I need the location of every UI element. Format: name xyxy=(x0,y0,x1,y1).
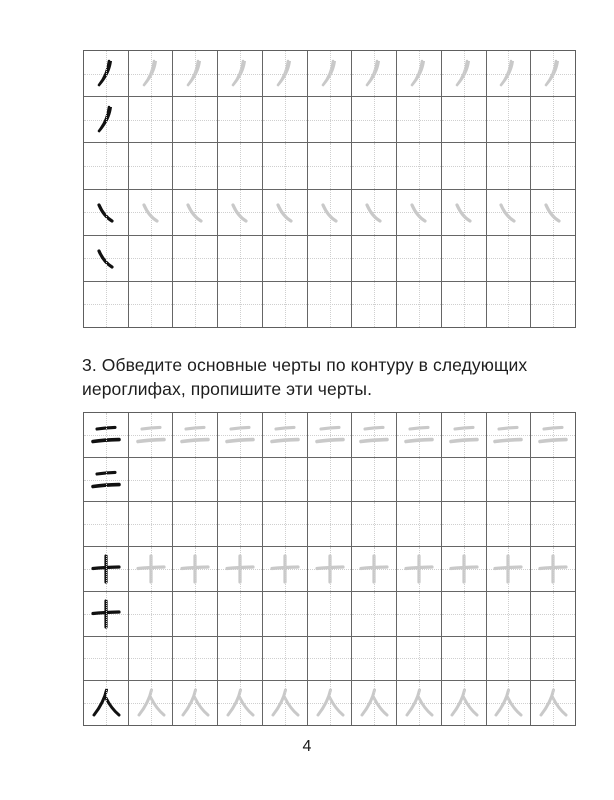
grid-cell[interactable] xyxy=(352,143,397,188)
grid-cell[interactable] xyxy=(352,502,397,546)
grid-cell[interactable] xyxy=(531,592,575,636)
grid-cell[interactable] xyxy=(84,637,129,681)
grid-cell[interactable] xyxy=(263,637,308,681)
character-shi-ten-trace xyxy=(218,547,262,591)
grid-cell[interactable] xyxy=(487,190,532,235)
character-shi-ten-trace xyxy=(487,547,531,591)
grid-cell[interactable] xyxy=(487,547,532,591)
pie-stroke-model xyxy=(84,51,128,96)
grid-cell[interactable] xyxy=(531,413,575,457)
grid-cell[interactable] xyxy=(352,637,397,681)
grid-cell[interactable] xyxy=(352,592,397,636)
character-er-two-trace xyxy=(397,413,441,457)
grid-cell[interactable] xyxy=(308,681,353,725)
grid-cell[interactable] xyxy=(397,282,442,327)
grid-cell[interactable] xyxy=(308,592,353,636)
grid-cell[interactable] xyxy=(531,51,575,96)
grid-cell[interactable] xyxy=(84,236,129,281)
character-shi-ten-trace xyxy=(173,547,217,591)
dian-stroke-model xyxy=(84,236,128,281)
grid-row xyxy=(84,458,575,503)
grid-cell[interactable] xyxy=(218,413,263,457)
grid-cell[interactable] xyxy=(397,413,442,457)
grid-cell[interactable] xyxy=(397,51,442,96)
character-shi-ten-trace xyxy=(129,547,173,591)
grid-cell[interactable] xyxy=(397,190,442,235)
grid-cell[interactable] xyxy=(397,143,442,188)
pie-stroke-trace xyxy=(308,51,352,96)
grid-cell[interactable] xyxy=(263,458,308,502)
grid-cell[interactable] xyxy=(531,97,575,142)
grid-row xyxy=(84,681,575,725)
grid-cell[interactable] xyxy=(218,547,263,591)
grid-cell[interactable] xyxy=(129,592,174,636)
grid-cell[interactable] xyxy=(442,502,487,546)
grid-cell[interactable] xyxy=(84,413,129,457)
pie-stroke-trace xyxy=(173,51,217,96)
grid-cell[interactable] xyxy=(308,502,353,546)
grid-cell[interactable] xyxy=(397,547,442,591)
grid-cell[interactable] xyxy=(84,190,129,235)
pie-stroke-trace xyxy=(129,51,173,96)
grid-cell[interactable] xyxy=(308,282,353,327)
character-er-two-model xyxy=(84,458,128,502)
grid-cell[interactable] xyxy=(487,502,532,546)
dian-stroke-trace xyxy=(487,190,531,235)
grid-cell[interactable] xyxy=(442,547,487,591)
grid-cell[interactable] xyxy=(487,282,532,327)
grid-cell[interactable] xyxy=(173,413,218,457)
grid-cell[interactable] xyxy=(397,502,442,546)
dian-stroke-trace xyxy=(397,190,441,235)
character-ren-person-trace xyxy=(352,681,396,725)
instruction-line-2: иероглифах, пропишите эти черты. xyxy=(82,378,373,399)
grid-cell[interactable] xyxy=(352,458,397,502)
grid-cell[interactable] xyxy=(218,592,263,636)
grid-cell[interactable] xyxy=(487,413,532,457)
grid-cell[interactable] xyxy=(308,97,353,142)
grid-cell[interactable] xyxy=(84,97,129,142)
grid-cell[interactable] xyxy=(308,236,353,281)
grid-cell[interactable] xyxy=(397,637,442,681)
grid-cell[interactable] xyxy=(84,143,129,188)
grid-cell[interactable] xyxy=(308,190,353,235)
grid-cell[interactable] xyxy=(84,547,129,591)
grid-cell[interactable] xyxy=(531,502,575,546)
grid-cell[interactable] xyxy=(352,51,397,96)
grid-row xyxy=(84,502,575,547)
instruction-text xyxy=(82,354,582,401)
grid-cell[interactable] xyxy=(129,51,174,96)
character-ren-person-trace xyxy=(129,681,173,725)
dian-stroke-trace xyxy=(442,190,486,235)
grid-cell[interactable] xyxy=(263,282,308,327)
grid-cell[interactable] xyxy=(129,681,174,725)
character-er-two-trace xyxy=(487,413,531,457)
character-practice-grid xyxy=(83,412,576,726)
grid-cell[interactable] xyxy=(218,143,263,188)
grid-cell[interactable] xyxy=(129,190,174,235)
grid-cell[interactable] xyxy=(487,458,532,502)
grid-rows xyxy=(84,51,575,327)
dian-stroke-trace xyxy=(531,190,575,235)
grid-cell[interactable] xyxy=(308,547,353,591)
grid-cell[interactable] xyxy=(263,413,308,457)
dian-stroke-trace xyxy=(129,190,173,235)
character-shi-ten-trace xyxy=(352,547,396,591)
grid-cell[interactable] xyxy=(442,143,487,188)
grid-cell[interactable] xyxy=(442,413,487,457)
character-er-two-trace xyxy=(308,413,352,457)
dian-stroke-trace xyxy=(352,190,396,235)
pie-stroke-trace xyxy=(487,51,531,96)
character-er-two-trace xyxy=(531,413,575,457)
grid-cell[interactable] xyxy=(263,190,308,235)
grid-cell[interactable] xyxy=(173,236,218,281)
grid-cell[interactable] xyxy=(263,51,308,96)
grid-cell[interactable] xyxy=(397,97,442,142)
instruction-line-1: 3. Обведите основные черты по контуру в следующих xyxy=(82,355,528,375)
grid-cell[interactable] xyxy=(442,282,487,327)
grid-cell[interactable] xyxy=(442,681,487,725)
character-shi-ten-trace xyxy=(263,547,307,591)
pie-stroke-model xyxy=(84,97,128,142)
grid-cell[interactable] xyxy=(129,458,174,502)
character-er-two-trace xyxy=(129,413,173,457)
grid-row xyxy=(84,51,575,97)
grid-cell[interactable] xyxy=(487,51,532,96)
grid-cell[interactable] xyxy=(129,282,174,327)
grid-cell[interactable] xyxy=(397,236,442,281)
pie-stroke-trace xyxy=(442,51,486,96)
grid-cell[interactable] xyxy=(84,592,129,636)
grid-cell[interactable] xyxy=(218,458,263,502)
grid-cell[interactable] xyxy=(129,637,174,681)
grid-cell[interactable] xyxy=(173,282,218,327)
grid-cell[interactable] xyxy=(352,282,397,327)
dian-stroke-trace xyxy=(218,190,262,235)
character-ren-person-trace xyxy=(218,681,262,725)
grid-cell[interactable] xyxy=(129,413,174,457)
character-ren-person-trace xyxy=(397,681,441,725)
grid-row xyxy=(84,190,575,236)
grid-row xyxy=(84,413,575,458)
grid-cell[interactable] xyxy=(173,547,218,591)
grid-cell[interactable] xyxy=(173,637,218,681)
grid-cell[interactable] xyxy=(442,190,487,235)
stroke-practice-grid xyxy=(83,50,576,328)
grid-cell[interactable] xyxy=(352,97,397,142)
character-ren-person-trace xyxy=(173,681,217,725)
grid-cell[interactable] xyxy=(442,236,487,281)
grid-cell[interactable] xyxy=(84,681,129,725)
grid-cell[interactable] xyxy=(531,143,575,188)
grid-cell[interactable] xyxy=(352,547,397,591)
grid-cell[interactable] xyxy=(218,681,263,725)
grid-cell[interactable] xyxy=(84,502,129,546)
pie-stroke-trace xyxy=(352,51,396,96)
grid-cell[interactable] xyxy=(84,282,129,327)
grid-cell[interactable] xyxy=(129,143,174,188)
grid-cell[interactable] xyxy=(173,592,218,636)
grid-cell[interactable] xyxy=(531,637,575,681)
grid-cell[interactable] xyxy=(531,681,575,725)
grid-row xyxy=(84,637,575,682)
character-er-two-trace xyxy=(218,413,262,457)
grid-cell[interactable] xyxy=(487,637,532,681)
grid-cell[interactable] xyxy=(218,190,263,235)
grid-cell[interactable] xyxy=(263,592,308,636)
character-shi-ten-trace xyxy=(308,547,352,591)
grid-row xyxy=(84,236,575,282)
grid-cell[interactable] xyxy=(487,681,532,725)
grid-cell[interactable] xyxy=(442,97,487,142)
grid-cell[interactable] xyxy=(218,51,263,96)
grid-cell[interactable] xyxy=(218,282,263,327)
grid-row xyxy=(84,143,575,189)
character-ren-person-model xyxy=(84,681,128,725)
grid-rows xyxy=(84,413,575,725)
grid-cell[interactable] xyxy=(218,637,263,681)
pie-stroke-trace xyxy=(263,51,307,96)
character-shi-ten-model xyxy=(84,592,128,636)
grid-cell[interactable] xyxy=(308,143,353,188)
grid-cell[interactable] xyxy=(173,502,218,546)
pie-stroke-trace xyxy=(531,51,575,96)
grid-cell[interactable] xyxy=(173,190,218,235)
grid-cell[interactable] xyxy=(173,681,218,725)
grid-cell[interactable] xyxy=(308,51,353,96)
character-ren-person-trace xyxy=(487,681,531,725)
grid-cell[interactable] xyxy=(487,592,532,636)
character-er-two-trace xyxy=(173,413,217,457)
grid-row xyxy=(84,97,575,143)
grid-cell[interactable] xyxy=(442,637,487,681)
grid-cell[interactable] xyxy=(173,51,218,96)
character-ren-person-trace xyxy=(531,681,575,725)
grid-cell[interactable] xyxy=(129,97,174,142)
page-number: 4 xyxy=(302,738,312,755)
character-shi-ten-trace xyxy=(397,547,441,591)
grid-cell[interactable] xyxy=(487,97,532,142)
grid-cell[interactable] xyxy=(352,681,397,725)
grid-cell[interactable] xyxy=(442,51,487,96)
dian-stroke-trace xyxy=(173,190,217,235)
grid-cell[interactable] xyxy=(129,236,174,281)
dian-stroke-trace xyxy=(308,190,352,235)
character-ren-person-trace xyxy=(308,681,352,725)
dian-stroke-trace xyxy=(263,190,307,235)
grid-cell[interactable] xyxy=(397,681,442,725)
character-shi-ten-trace xyxy=(531,547,575,591)
pie-stroke-trace xyxy=(218,51,262,96)
grid-cell[interactable] xyxy=(308,413,353,457)
grid-cell[interactable] xyxy=(84,51,129,96)
character-er-two-trace xyxy=(442,413,486,457)
grid-cell[interactable] xyxy=(531,547,575,591)
grid-cell[interactable] xyxy=(129,502,174,546)
grid-cell[interactable] xyxy=(352,236,397,281)
grid-cell[interactable] xyxy=(397,592,442,636)
character-ren-person-trace xyxy=(442,681,486,725)
grid-cell[interactable] xyxy=(531,282,575,327)
grid-cell[interactable] xyxy=(442,592,487,636)
grid-cell[interactable] xyxy=(218,97,263,142)
character-ren-person-trace xyxy=(263,681,307,725)
grid-cell[interactable] xyxy=(173,97,218,142)
grid-cell[interactable] xyxy=(129,547,174,591)
grid-cell[interactable] xyxy=(173,143,218,188)
grid-cell[interactable] xyxy=(531,458,575,502)
grid-cell[interactable] xyxy=(263,236,308,281)
character-shi-ten-model xyxy=(84,547,128,591)
grid-cell[interactable] xyxy=(263,547,308,591)
grid-cell[interactable] xyxy=(487,236,532,281)
dian-stroke-model xyxy=(84,190,128,235)
grid-cell[interactable] xyxy=(263,681,308,725)
pie-stroke-trace xyxy=(397,51,441,96)
grid-cell[interactable] xyxy=(531,236,575,281)
grid-cell[interactable] xyxy=(308,637,353,681)
grid-cell[interactable] xyxy=(263,502,308,546)
grid-cell[interactable] xyxy=(263,97,308,142)
grid-cell[interactable] xyxy=(352,413,397,457)
character-er-two-trace xyxy=(263,413,307,457)
grid-row xyxy=(84,547,575,592)
grid-cell[interactable] xyxy=(352,190,397,235)
grid-cell[interactable] xyxy=(218,502,263,546)
grid-cell[interactable] xyxy=(173,458,218,502)
grid-cell[interactable] xyxy=(487,143,532,188)
grid-cell[interactable] xyxy=(308,458,353,502)
character-er-two-model xyxy=(84,413,128,457)
grid-cell[interactable] xyxy=(531,190,575,235)
grid-row xyxy=(84,592,575,637)
grid-cell[interactable] xyxy=(84,458,129,502)
grid-cell[interactable] xyxy=(263,143,308,188)
grid-cell[interactable] xyxy=(442,458,487,502)
character-er-two-trace xyxy=(352,413,396,457)
grid-row xyxy=(84,282,575,327)
grid-cell[interactable] xyxy=(218,236,263,281)
character-shi-ten-trace xyxy=(442,547,486,591)
grid-cell[interactable] xyxy=(397,458,442,502)
